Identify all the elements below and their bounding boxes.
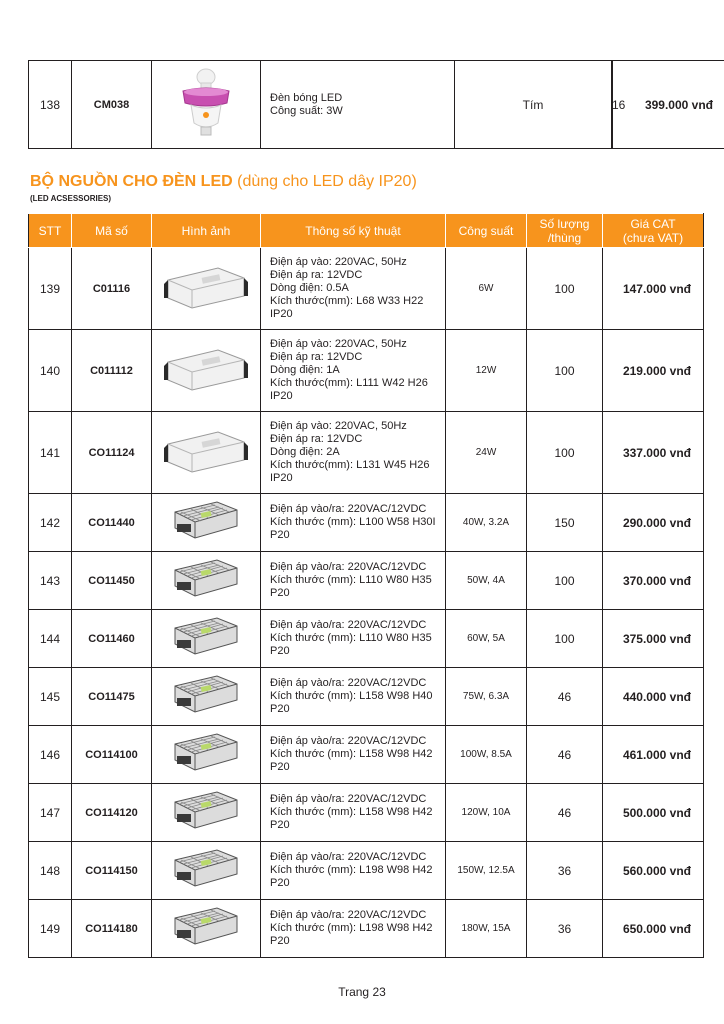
- qty-cell: 16: [612, 61, 613, 149]
- image-cell: [152, 412, 261, 494]
- mesh-power-supply-icon: [171, 589, 241, 606]
- spec-line: P20: [270, 819, 290, 831]
- plastic-power-supply-icon: [162, 303, 250, 320]
- spec-line: Điện áp vào/ra: 220VAC/12VDC: [270, 909, 427, 921]
- power-cell: 150W, 12.5A: [446, 842, 527, 900]
- code-cell: CO11124: [72, 412, 152, 494]
- table-row: [29, 552, 704, 610]
- image-cell: [152, 900, 261, 958]
- spec-cell: [261, 842, 446, 900]
- qty-cell: 46: [527, 668, 603, 726]
- mesh-power-supply-icon: [171, 647, 241, 664]
- spec-line: Điện áp vào/ra: 220VAC/12VDC: [270, 793, 427, 805]
- code-cell: CO114150: [72, 842, 152, 900]
- spec-line: Điện áp vào: 220VAC, 50Hz: [270, 420, 407, 432]
- stt-cell: 148: [29, 842, 72, 900]
- spec-line: Kích thước(mm): L131 W45 H26: [270, 459, 430, 471]
- table-row: [29, 726, 704, 784]
- header-price-line-1: Giá CAT: [630, 216, 676, 231]
- price-cell: 461.000 vnđ: [603, 726, 704, 784]
- spec-cell: [261, 552, 446, 610]
- plastic-power-supply-icon: [162, 467, 250, 484]
- stt-cell: 149: [29, 900, 72, 958]
- led-bulb-icon: [171, 65, 241, 139]
- spec-line: Kích thước(mm): L111 W42 H26: [270, 377, 428, 389]
- stt-cell: 144: [29, 610, 72, 668]
- code-cell: C01116: [72, 248, 152, 330]
- header-price: [603, 214, 704, 248]
- table-row: [29, 842, 704, 900]
- stt-cell: 141: [29, 412, 72, 494]
- spec-line: Kích thước (mm): L100 W58 H30I: [270, 516, 436, 528]
- spec-line: Điện áp vào/ra: 220VAC/12VDC: [270, 677, 427, 689]
- stt-cell: 142: [29, 494, 72, 552]
- spec-line: P20: [270, 529, 290, 541]
- spec-line: P20: [270, 703, 290, 715]
- spec-line: Điện áp vào/ra: 220VAC/12VDC: [270, 619, 427, 631]
- qty-cell: 100: [527, 610, 603, 668]
- spec-line: Kích thước (mm): L110 W80 H35: [270, 574, 432, 586]
- price-cell: 650.000 vnđ: [603, 900, 704, 958]
- spec-line: Điện áp vào/ra: 220VAC/12VDC: [270, 503, 427, 515]
- table-row: [29, 248, 704, 330]
- price-cell: 440.000 vnđ: [603, 668, 704, 726]
- previous-product-table: [28, 60, 724, 149]
- color-cell: Tím: [455, 61, 612, 149]
- qty-cell: 100: [527, 330, 603, 412]
- spec-line: Điện áp ra: 12VDC: [270, 351, 363, 363]
- power-cell: 75W, 6.3A: [446, 668, 527, 726]
- header-power: Công suất: [446, 214, 527, 248]
- spec-line: Điện áp vào/ra: 220VAC/12VDC: [270, 735, 427, 747]
- stt-cell: 147: [29, 784, 72, 842]
- mesh-power-supply-icon: [171, 879, 241, 896]
- spec-cell: [261, 61, 455, 149]
- spec-cell: [261, 610, 446, 668]
- spec-line: Điện áp vào/ra: 220VAC/12VDC: [270, 851, 427, 863]
- header-price-line-2: (chưa VAT): [622, 230, 684, 245]
- section-title: [30, 173, 417, 191]
- header-code: Mã số: [72, 214, 152, 248]
- qty-cell: 46: [527, 784, 603, 842]
- spec-line: Đèn bóng LED: [270, 91, 343, 104]
- header-qty: [527, 214, 603, 248]
- table-row: [29, 330, 704, 412]
- spec-line: P20: [270, 935, 290, 947]
- stt-cell: 143: [29, 552, 72, 610]
- spec-line: Điện áp vào: 220VAC, 50Hz: [270, 256, 407, 268]
- spec-line: IP20: [270, 472, 293, 484]
- power-cell: 50W, 4A: [446, 552, 527, 610]
- image-cell: [152, 330, 261, 412]
- section-subtitle: (LED ACSESSORIES): [30, 194, 112, 203]
- spec-cell: [261, 412, 446, 494]
- code-cell: CO114120: [72, 784, 152, 842]
- spec-line: Dòng điện: 1A: [270, 364, 340, 376]
- mesh-power-supply-icon: [171, 705, 241, 722]
- spec-line: Dòng điện: 0.5A: [270, 282, 349, 294]
- header-qty-line-1: Số lượng: [539, 216, 590, 231]
- spec-line: Kích thước (mm): L158 W98 H42: [270, 748, 433, 760]
- spec-cell: [261, 668, 446, 726]
- power-cell: 180W, 15A: [446, 900, 527, 958]
- code-cell: CM038: [72, 61, 152, 149]
- spec-cell: [261, 726, 446, 784]
- image-cell: [152, 61, 261, 149]
- price-cell: 370.000 vnđ: [603, 552, 704, 610]
- spec-line: IP20: [270, 390, 293, 402]
- spec-line: Dòng điện: 2A: [270, 446, 340, 458]
- section-title-rest: (dùng cho LED dây IP20): [232, 173, 417, 190]
- image-cell: [152, 726, 261, 784]
- qty-cell: 100: [527, 412, 603, 494]
- spec-cell: [261, 330, 446, 412]
- power-supply-table: [28, 213, 704, 958]
- section-title-bold: BỘ NGUỒN CHO ĐÈN LED: [30, 173, 233, 190]
- spec-line: Điện áp vào: 220VAC, 50Hz: [270, 338, 407, 350]
- image-cell: [152, 842, 261, 900]
- code-cell: CO11460: [72, 610, 152, 668]
- price-cell: 337.000 vnđ: [603, 412, 704, 494]
- spec-line: IP20: [270, 308, 293, 320]
- spec-cell: [261, 784, 446, 842]
- image-cell: [152, 784, 261, 842]
- code-cell: CO11450: [72, 552, 152, 610]
- qty-cell: 100: [527, 552, 603, 610]
- power-cell: 6W: [446, 248, 527, 330]
- mesh-power-supply-icon: [171, 821, 241, 838]
- stt-cell: 140: [29, 330, 72, 412]
- header-qty-line-2: /thùng: [547, 230, 582, 245]
- qty-cell: 36: [527, 900, 603, 958]
- table-body: [29, 248, 704, 958]
- mesh-power-supply-icon: [171, 937, 241, 954]
- header-stt: STT: [29, 214, 72, 248]
- power-cell: 24W: [446, 412, 527, 494]
- price-cell: 560.000 vnđ: [603, 842, 704, 900]
- code-cell: C011112: [72, 330, 152, 412]
- code-cell: CO114100: [72, 726, 152, 784]
- spec-cell: [261, 900, 446, 958]
- spec-line: Kích thước (mm): L158 W98 H42: [270, 806, 433, 818]
- spec-cell: [261, 494, 446, 552]
- spec-line: P20: [270, 645, 290, 657]
- image-cell: [152, 610, 261, 668]
- spec-line: Công suất: 3W: [270, 104, 343, 117]
- spec-line: Kích thước (mm): L110 W80 H35: [270, 632, 432, 644]
- power-cell: 12W: [446, 330, 527, 412]
- spec-line: Điện áp vào/ra: 220VAC/12VDC: [270, 561, 427, 573]
- qty-cell: 100: [527, 248, 603, 330]
- spec-line: P20: [270, 587, 290, 599]
- price-cell: 219.000 vnđ: [603, 330, 704, 412]
- stt-cell: 145: [29, 668, 72, 726]
- power-cell: 40W, 3.2A: [446, 494, 527, 552]
- code-cell: CO11440: [72, 494, 152, 552]
- header-spec: Thông số kỹ thuật: [261, 214, 446, 248]
- table-row: [29, 900, 704, 958]
- table-row: [29, 494, 704, 552]
- power-cell: 100W, 8.5A: [446, 726, 527, 784]
- image-cell: [152, 668, 261, 726]
- spec-line: P20: [270, 877, 290, 889]
- spec-cell: [261, 248, 446, 330]
- table-row: [29, 61, 724, 149]
- spec-line: Điện áp ra: 12VDC: [270, 269, 363, 281]
- power-cell: 120W, 10A: [446, 784, 527, 842]
- price-cell: 147.000 vnđ: [603, 248, 704, 330]
- price-cell: 500.000 vnđ: [603, 784, 704, 842]
- code-cell: CO11475: [72, 668, 152, 726]
- table-row: [29, 784, 704, 842]
- spec-line: P20: [270, 761, 290, 773]
- power-cell: 60W, 5A: [446, 610, 527, 668]
- table-row: [29, 412, 704, 494]
- page-number: Trang 23: [338, 985, 386, 999]
- price-cell: 375.000 vnđ: [603, 610, 704, 668]
- image-cell: [152, 494, 261, 552]
- image-cell: [152, 552, 261, 610]
- qty-cell: 150: [527, 494, 603, 552]
- header-row: [29, 214, 704, 248]
- mesh-power-supply-icon: [171, 531, 241, 548]
- table-row: [29, 610, 704, 668]
- header-image: Hình ảnh: [152, 214, 261, 248]
- spec-line: Kích thước (mm): L198 W98 H42: [270, 922, 433, 934]
- price-cell: 399.000 vnđ: [613, 61, 724, 149]
- spec-line: Kích thước (mm): L198 W98 H42: [270, 864, 433, 876]
- price-cell: 290.000 vnđ: [603, 494, 704, 552]
- spec-line: Điện áp ra: 12VDC: [270, 433, 363, 445]
- qty-cell: 46: [527, 726, 603, 784]
- stt-cell: 146: [29, 726, 72, 784]
- image-cell: [152, 248, 261, 330]
- spec-line: Kích thước (mm): L158 W98 H40: [270, 690, 433, 702]
- stt-cell: 139: [29, 248, 72, 330]
- stt-cell: 138: [29, 61, 72, 149]
- table-row: [29, 668, 704, 726]
- mesh-power-supply-icon: [171, 763, 241, 780]
- plastic-power-supply-icon: [162, 385, 250, 402]
- code-cell: CO114180: [72, 900, 152, 958]
- spec-line: Kích thước(mm): L68 W33 H22: [270, 295, 424, 307]
- qty-cell: 36: [527, 842, 603, 900]
